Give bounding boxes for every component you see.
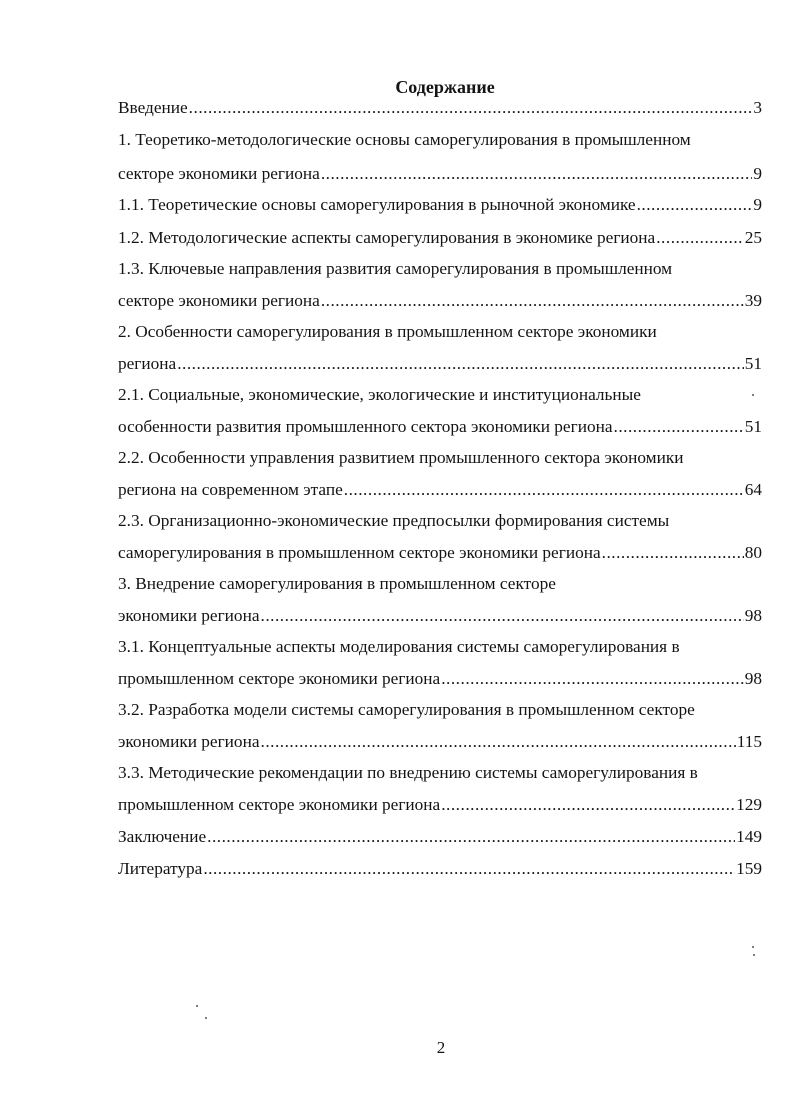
toc-entry-line: [118, 129, 762, 151]
toc-entry-text: экономики региона: [118, 606, 260, 625]
toc-entry: [118, 731, 762, 753]
toc-entry-page: 159: [736, 859, 762, 878]
dot-leader: [344, 479, 744, 501]
dot-leader: [441, 668, 744, 690]
dot-leader: [189, 97, 753, 119]
toc-entry-text: промышленном секторе экономики региона: [118, 669, 441, 688]
toc-entry-page: 51: [744, 354, 762, 373]
toc-entry-text: 1.3. Ключевые направления развития саморегулирования в промышленном: [118, 259, 673, 278]
dot-leader: [321, 290, 744, 312]
scan-speck: [752, 394, 754, 396]
toc-entry: [118, 858, 762, 880]
toc-entry-text: промышленном секторе экономики региона: [118, 795, 441, 814]
toc-entry-page: 149: [736, 827, 762, 846]
scan-speck: [196, 1005, 198, 1007]
dot-leader: [441, 794, 735, 816]
toc-entry-text: 3.1. Концептуальные аспекты моделирования системы саморегулирования в: [118, 637, 680, 656]
toc-entry-text: экономики региона: [118, 732, 260, 751]
toc-entry-text: 2.2. Особенности управления развитием промышленного сектора экономики: [118, 448, 684, 467]
toc-entry-page: 3: [753, 98, 762, 117]
toc-entry-text: секторе экономики региона: [118, 164, 320, 183]
dot-leader: [614, 416, 744, 438]
dot-leader: [207, 826, 735, 848]
toc-entry-text: 3.3. Методические рекомендации по внедрению системы саморегулирования в: [118, 763, 698, 782]
dot-leader: [656, 227, 743, 249]
toc-entry-page: 129: [736, 795, 762, 814]
toc-entry-page: 25: [744, 228, 762, 247]
toc-entry: [118, 826, 762, 848]
toc-entry-text: 2.1. Социальные, экономические, экологические и институциональные: [118, 385, 641, 404]
scan-speck: [753, 954, 755, 956]
dot-leader: [261, 731, 736, 753]
toc-entry-text: 3.2. Разработка модели системы саморегулирования в промышленном секторе: [118, 700, 695, 719]
toc-entry-text: 1.2. Методологические аспекты саморегулирования в экономике региона: [118, 228, 656, 247]
toc-entry-line: [118, 447, 762, 469]
toc-entry: [118, 97, 762, 119]
toc-entry-line: [118, 573, 762, 595]
toc-entry-page: 80: [744, 543, 762, 562]
toc-entry-text: 2. Особенности саморегулирования в промышленном секторе экономики: [118, 322, 657, 341]
toc-entry-text: региона на современном этапе: [118, 480, 343, 499]
toc-entry-line: [118, 321, 762, 343]
toc-entry-text: саморегулирования в промышленном секторе экономики региона: [118, 543, 601, 562]
toc-entry-line: [118, 699, 762, 721]
toc-entry-text: 1.1. Теоретические основы саморегулирования в рыночной экономике: [118, 195, 636, 214]
toc-entry-line: [118, 258, 762, 280]
dot-leader: [203, 858, 735, 880]
dot-leader: [321, 163, 753, 185]
scan-speck: [205, 1017, 207, 1019]
toc-entry: [118, 194, 762, 216]
toc-entry: [118, 163, 762, 185]
dot-leader: [177, 353, 744, 375]
toc-entry: [118, 668, 762, 690]
toc-entry: [118, 542, 762, 564]
toc-entry: [118, 227, 762, 249]
toc-entry-text: Заключение: [118, 827, 207, 846]
toc-entry: [118, 416, 762, 438]
toc-entry-text: 2.3. Организационно-экономические предпосылки формирования системы: [118, 511, 670, 530]
toc-entry-text: особенности развития промышленного сектора экономики региона: [118, 417, 613, 436]
toc-entry-text: 3. Внедрение саморегулирования в промышленном секторе: [118, 574, 556, 593]
toc-entry-text: секторе экономики региона: [118, 291, 320, 310]
page-number: 2: [436, 1038, 446, 1057]
toc-entry-text: 1. Теоретико-методологические основы саморегулирования в промышленном: [118, 130, 691, 149]
toc-entry: [118, 605, 762, 627]
toc-entry-page: 64: [744, 480, 762, 499]
toc-entry-line: [118, 636, 762, 658]
dot-leader: [637, 194, 753, 216]
toc-entry: [118, 479, 762, 501]
toc-entry: [118, 353, 762, 375]
page-title: Содержание: [395, 77, 495, 97]
toc-entry-page: 39: [744, 291, 762, 310]
dot-leader: [602, 542, 744, 564]
toc-entry-text: Литература: [118, 859, 203, 878]
toc-entry-page: 98: [744, 606, 762, 625]
toc-entry-line: [118, 384, 762, 406]
toc-entry-page: 9: [753, 164, 762, 183]
toc-entry-page: 51: [744, 417, 762, 436]
scan-speck: [752, 946, 754, 948]
toc-entry-text: Введение: [118, 98, 188, 117]
toc-entry: [118, 794, 762, 816]
toc-entry-line: [118, 762, 762, 784]
toc-entry-page: 115: [736, 732, 762, 751]
toc-entry-page: 9: [753, 195, 762, 214]
toc-entry-text: региона: [118, 354, 177, 373]
toc-entry: [118, 290, 762, 312]
dot-leader: [261, 605, 744, 627]
toc-entry-line: [118, 510, 762, 532]
toc-entry-page: 98: [744, 669, 762, 688]
